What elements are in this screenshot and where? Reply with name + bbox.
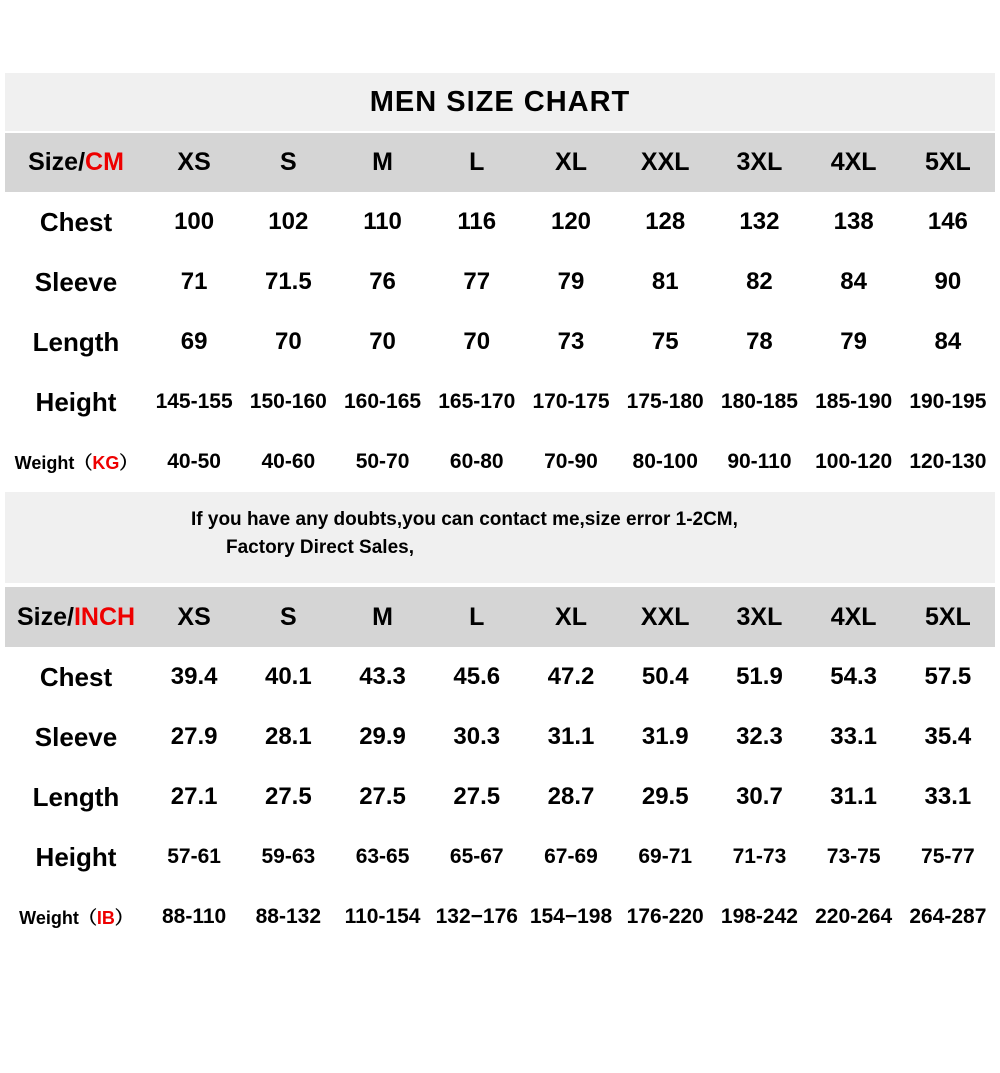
value-cell [712,663,806,691]
cell-text: 3XL [736,148,783,176]
value-cell [335,208,429,236]
value-cell [335,390,429,414]
cell-text: 65-67 [449,845,504,868]
value-cell [147,723,241,751]
cell-text: 79 [840,328,867,355]
value-cell [147,268,241,296]
value-cell [712,450,806,474]
value-cell [901,845,995,869]
value-cell [430,905,524,929]
cell-text: 67-69 [544,845,598,868]
cell-text: 110-154 [344,905,421,928]
value-cell [807,663,901,691]
value-cell [147,390,241,414]
value-cell [807,450,901,474]
value-cell [618,723,712,751]
cell-text: 132−176 [435,905,518,928]
size-column-header [901,148,995,177]
cell-text: 47.2 [547,663,595,690]
row-label [5,207,147,238]
cell-text: Sleeve [34,721,118,752]
value-cell [712,328,806,356]
value-cell [147,208,241,236]
cell-text: ） [114,908,133,928]
size-column-header [147,603,241,632]
table-row [5,827,995,887]
size-column-header [807,148,901,177]
row-label [5,327,147,358]
cell-text: XS [177,602,211,631]
cell-text: M [372,602,393,631]
inch-size-table [5,587,995,947]
value-cell [901,723,995,751]
cell-text: 76 [369,268,396,295]
size-column-header [618,148,712,177]
table-row [5,372,995,432]
value-cell [524,208,618,236]
cell-text: 28.7 [547,783,595,810]
cell-text: 3XL [736,602,783,631]
value-cell [618,783,712,811]
note-line-1: If you have any doubts,you can contact me,size error 1-2CM, [191,509,738,530]
cell-text: Size/ [16,602,74,631]
cell-text: 154−198 [529,905,613,928]
value-cell [241,663,335,691]
cell-text: 150-160 [249,390,327,413]
value-cell [618,845,712,869]
cell-text: 31.9 [641,723,689,750]
value-cell [430,390,524,414]
cell-text: 31.1 [830,783,878,810]
size-unit-header [5,603,147,632]
cell-text: 4XL [830,148,877,176]
cell-text: Height [35,386,117,417]
cell-text: Size/ [28,148,86,176]
cell-text: 27.5 [453,783,501,810]
cell-text: 264-287 [909,905,987,928]
cell-text: 80-100 [632,450,698,473]
size-column-header [712,603,806,632]
cell-text: 75 [651,328,679,355]
value-cell [430,450,524,474]
cell-text: 71.5 [264,268,312,295]
value-cell [807,390,901,414]
cell-text: 54.3 [830,663,878,690]
value-cell [147,845,241,869]
cell-text: 45.6 [453,663,501,690]
cell-text: S [279,148,297,176]
value-cell [335,268,429,296]
value-cell [618,450,712,474]
value-cell [524,390,618,414]
value-cell [430,845,524,869]
value-cell [712,783,806,811]
cell-text: 176-220 [626,905,704,928]
value-cell [241,450,335,474]
page-title: MEN SIZE CHART [369,85,631,118]
value-cell [901,450,995,474]
value-cell [712,845,806,869]
cell-text: Sleeve [34,266,118,297]
cell-text: L [469,148,485,176]
cell-text: 50.4 [641,663,689,690]
value-cell [524,723,618,751]
value-cell [524,328,618,356]
size-column-header [618,603,712,632]
cell-text: 198-242 [720,905,798,928]
cell-text: XL [555,148,587,176]
cell-text: 29.5 [641,783,689,810]
value-cell [335,663,429,691]
cell-text: 116 [457,208,497,235]
cell-text: 40.1 [264,663,312,690]
cell-text: 63-65 [355,845,410,868]
cell-text: XL [555,602,587,631]
cell-text: 138 [833,208,874,235]
value-cell [807,208,901,236]
size-column-header [430,603,524,632]
value-cell [901,268,995,296]
value-cell [618,663,712,691]
cell-text: 146 [927,208,968,235]
size-column-header [147,148,241,177]
cell-text: 59-63 [261,845,316,868]
value-cell [712,905,806,929]
row-label [5,449,147,475]
cell-text: Height [35,841,117,872]
row-label [5,842,147,873]
cell-text: 5XL [924,148,971,176]
size-column-header [524,148,618,177]
cell-text: 70-90 [544,450,598,473]
table-row [5,192,995,252]
cell-text: M [372,148,393,176]
cell-text: 82 [746,268,773,295]
value-cell [241,268,335,296]
cell-text: 32.3 [736,723,783,750]
cell-text: 120 [550,208,592,235]
value-cell [524,905,618,929]
cell-text: 120-130 [909,450,987,473]
value-cell [901,663,995,691]
value-cell [241,208,335,236]
value-cell [241,783,335,811]
cell-text: 70 [369,328,396,355]
cell-text: 88-132 [255,905,322,928]
cell-text: 35.4 [924,723,972,750]
cell-text: Chest [39,206,113,237]
size-column-header [335,603,429,632]
cell-text: 4XL [830,602,877,631]
cell-text: 73-75 [826,845,881,868]
value-cell [901,905,995,929]
cell-text: ） [119,453,138,473]
accent-unit-text: KG [92,453,120,473]
accent-unit-text: INCH [73,602,136,631]
cell-text: 27.1 [170,783,218,810]
size-column-header [430,148,524,177]
value-cell [807,723,901,751]
cell-text: 57-61 [167,845,221,868]
value-cell [241,905,335,929]
cell-text: 100 [174,208,215,235]
cell-text: 5XL [924,602,971,631]
value-cell [712,268,806,296]
cell-text: 50-70 [355,450,410,473]
cell-text: 145-155 [155,390,233,413]
size-unit-header [5,148,147,177]
value-cell [335,723,429,751]
cell-text: 88-110 [161,905,227,928]
cell-text: 70 [274,328,302,355]
cell-text: 79 [557,268,585,295]
value-cell [147,328,241,356]
value-cell [241,328,335,356]
note-line-2: Factory Direct Sales, [226,537,414,558]
value-cell [241,723,335,751]
value-cell [618,268,712,296]
cell-text: 160-165 [344,390,422,413]
cell-text: 27.5 [359,783,406,810]
cell-text: 28.1 [264,723,312,750]
cell-text: 175-180 [626,390,704,413]
cell-text: 29.9 [359,723,406,750]
cell-text: Length [32,781,120,812]
size-column-header [807,603,901,632]
size-column-header [901,603,995,632]
cell-text: XXL [640,148,690,176]
cell-text: 33.1 [830,723,878,750]
accent-unit-text: IB [96,908,115,928]
cell-text: 73 [557,328,585,355]
row-label [5,722,147,753]
row-label [5,662,147,693]
value-cell [524,845,618,869]
value-cell [241,390,335,414]
cell-text: 30.7 [736,783,783,810]
cell-text: 100-120 [815,450,893,473]
cell-text: 27.5 [264,783,312,810]
value-cell [430,208,524,236]
cell-text: XS [177,148,211,176]
cell-text: Chest [39,661,113,692]
value-cell [241,845,335,869]
size-column-header [712,148,806,177]
value-cell [335,783,429,811]
row-label [5,904,147,930]
cell-text: 110 [363,208,402,235]
cell-text: 128 [645,208,686,235]
row-label [5,782,147,813]
cell-text: Weight（ [14,453,93,473]
cell-text: Weight（ [19,908,97,928]
value-cell [524,663,618,691]
cell-text: 40-50 [167,450,221,473]
cell-text: 102 [268,208,309,235]
cell-text: 71 [180,268,208,295]
table-row [5,432,995,492]
cell-text: 190-195 [909,390,987,413]
cell-text: L [469,602,485,631]
value-cell [430,723,524,751]
row-label [5,267,147,298]
value-cell [147,905,241,929]
value-cell [901,208,995,236]
cell-text: 170-175 [532,390,610,413]
cell-text: 84 [840,268,867,295]
value-cell [618,905,712,929]
value-cell [335,845,429,869]
cell-text: 39.4 [170,663,218,690]
cell-text: 90-110 [727,450,792,473]
table-row [5,312,995,372]
value-cell [712,390,806,414]
value-cell [807,845,901,869]
cell-text: 69-71 [638,845,693,868]
cell-text: XXL [640,602,690,631]
value-cell [901,783,995,811]
accent-unit-text: CM [85,148,124,176]
value-cell [712,208,806,236]
cell-text: 60-80 [449,450,504,473]
cell-text: 70 [463,328,491,355]
value-cell [618,328,712,356]
table-row [5,767,995,827]
value-cell [430,328,524,356]
value-cell [524,450,618,474]
size-column-header [241,148,335,177]
cell-text: 27.9 [170,723,218,750]
cell-text: 180-185 [720,390,798,413]
value-cell [430,783,524,811]
cell-text: 57.5 [924,663,972,690]
value-cell [712,723,806,751]
cell-text: 220-264 [815,905,893,928]
value-cell [430,268,524,296]
value-cell [335,905,429,929]
value-cell [335,450,429,474]
value-cell [147,783,241,811]
cm-size-table [5,133,995,492]
note-block [5,492,995,583]
value-cell [807,783,901,811]
value-cell [807,905,901,929]
cell-text: 78 [746,328,773,355]
value-cell [524,783,618,811]
value-cell [618,390,712,414]
cell-text: 84 [934,328,962,355]
cell-text: 75-77 [921,845,975,868]
value-cell [524,268,618,296]
value-cell [901,390,995,414]
cell-text: 43.3 [359,663,406,690]
cell-text: 132 [739,208,780,235]
cell-text: S [279,602,297,631]
cell-text: 81 [651,268,679,295]
value-cell [147,663,241,691]
value-cell [147,450,241,474]
cell-text: 33.1 [924,783,972,810]
value-cell [335,328,429,356]
table-row [5,707,995,767]
table-row [5,252,995,312]
cell-text: 77 [463,268,491,295]
size-column-header [524,603,618,632]
value-cell [901,328,995,356]
value-cell [430,663,524,691]
cell-text: 185-190 [815,390,893,413]
cell-text: 31.1 [547,723,595,750]
table-header-row [5,587,995,647]
cell-text: 90 [934,268,962,295]
table-row [5,647,995,707]
table-row [5,887,995,947]
size-column-header [241,603,335,632]
cell-text: 165-170 [438,390,516,413]
cell-text: 40-60 [261,450,316,473]
title-banner [5,73,995,131]
cell-text: 51.9 [736,663,783,690]
value-cell [807,328,901,356]
cell-text: 71-73 [732,845,787,868]
table-header-row [5,133,995,192]
value-cell [618,208,712,236]
cell-text: 69 [180,328,208,355]
value-cell [807,268,901,296]
size-column-header [335,148,429,177]
cell-text: 30.3 [453,723,501,750]
row-label [5,387,147,418]
cell-text: Length [32,326,120,357]
